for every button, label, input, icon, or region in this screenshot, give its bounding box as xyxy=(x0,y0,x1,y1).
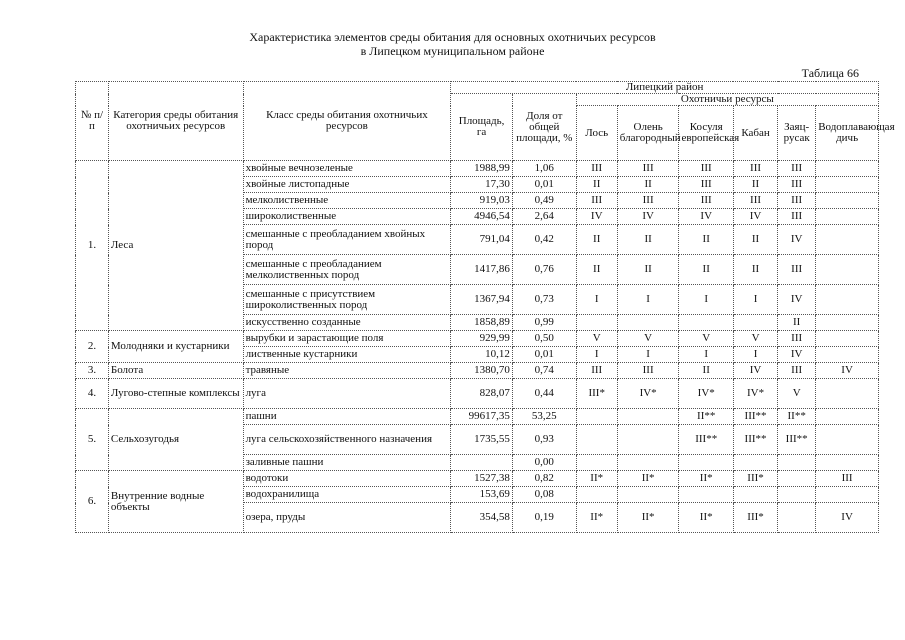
grade-deer: I xyxy=(617,347,679,363)
grade-roe: IV xyxy=(679,209,733,225)
grade-hare: II** xyxy=(778,409,816,425)
grade-hare: II xyxy=(778,315,816,331)
grade-elk: III* xyxy=(576,379,617,409)
grade-deer: IV xyxy=(617,209,679,225)
grade-boar: III** xyxy=(733,425,777,455)
area-value: 1527,38 xyxy=(451,471,513,487)
header-deer: Олень благородный xyxy=(617,106,679,161)
grade-deer: II xyxy=(617,255,679,285)
header-district: Липецкий район xyxy=(451,82,879,94)
grade-elk: II xyxy=(576,255,617,285)
grade-roe: II* xyxy=(679,471,733,487)
grade-deer: I xyxy=(617,285,679,315)
share-value: 0,93 xyxy=(512,425,576,455)
grade-hare xyxy=(778,487,816,503)
header-area: Площадь, га xyxy=(451,94,513,161)
grade-roe: III xyxy=(679,177,733,193)
grade-hare: IV xyxy=(778,347,816,363)
grade-hare: III xyxy=(778,363,816,379)
habitat-class: широколиственные xyxy=(243,209,451,225)
habitat-class: водотоки xyxy=(243,471,451,487)
grade-water xyxy=(816,487,879,503)
table-row xyxy=(76,471,879,487)
grade-boar: IV xyxy=(733,363,777,379)
area-value: 1858,89 xyxy=(451,315,513,331)
grade-deer: IV* xyxy=(617,379,679,409)
row-num: 4. xyxy=(76,379,109,409)
share-value: 0,76 xyxy=(512,255,576,285)
grade-water xyxy=(816,347,879,363)
grade-boar xyxy=(733,487,777,503)
habitat-class: пашни xyxy=(243,409,451,425)
header-share: Доля от общей площади, % xyxy=(512,94,576,161)
area-value: 1735,55 xyxy=(451,425,513,455)
share-value: 0,42 xyxy=(512,225,576,255)
habitat-class: смешанные с присутствием широколиственных пород xyxy=(243,285,451,315)
grade-deer xyxy=(617,315,679,331)
row-category: Внутренние водные объекты xyxy=(108,471,243,533)
row-category: Молодняки и кустарники xyxy=(108,331,243,363)
grade-boar xyxy=(733,315,777,331)
area-value: 791,04 xyxy=(451,225,513,255)
habitat-class: травяные xyxy=(243,363,451,379)
grade-water xyxy=(816,209,879,225)
habitat-class: мелколиственные xyxy=(243,193,451,209)
grade-roe: I xyxy=(679,285,733,315)
area-value: 929,99 xyxy=(451,331,513,347)
share-value: 53,25 xyxy=(512,409,576,425)
area-value: 1367,94 xyxy=(451,285,513,315)
grade-roe: III xyxy=(679,193,733,209)
grade-boar xyxy=(733,455,777,471)
grade-elk: V xyxy=(576,331,617,347)
habitat-class: заливные пашни xyxy=(243,455,451,471)
habitat-class: лиственные кустарники xyxy=(243,347,451,363)
share-value: 0,82 xyxy=(512,471,576,487)
grade-boar: I xyxy=(733,347,777,363)
title-line-1: Характеристика элементов среды обитания для основных охотничьих ресурсов xyxy=(249,30,656,44)
table-row xyxy=(76,161,879,177)
grade-water xyxy=(816,285,879,315)
grade-water xyxy=(816,315,879,331)
grade-elk xyxy=(576,455,617,471)
habitat-class: луга xyxy=(243,379,451,409)
grade-deer xyxy=(617,455,679,471)
grade-water xyxy=(816,455,879,471)
grade-boar: II xyxy=(733,225,777,255)
table-number: Таблица 66 xyxy=(801,66,859,80)
grade-elk: III xyxy=(576,161,617,177)
grade-elk: II xyxy=(576,177,617,193)
grade-elk xyxy=(576,487,617,503)
habitat-class: хвойные вечнозеленые xyxy=(243,161,451,177)
row-category: Лугово-степные комплексы xyxy=(108,379,243,409)
grade-water xyxy=(816,409,879,425)
grade-elk: I xyxy=(576,285,617,315)
share-value: 0,49 xyxy=(512,193,576,209)
grade-hare: III xyxy=(778,177,816,193)
grade-water xyxy=(816,379,879,409)
habitat-class: вырубки и зарастающие поля xyxy=(243,331,451,347)
area-value: 99617,35 xyxy=(451,409,513,425)
grade-elk: II* xyxy=(576,503,617,533)
grade-boar: II xyxy=(733,255,777,285)
area-value: 153,69 xyxy=(451,487,513,503)
grade-elk: II xyxy=(576,225,617,255)
grade-elk xyxy=(576,315,617,331)
grade-elk: I xyxy=(576,347,617,363)
share-value: 0,50 xyxy=(512,331,576,347)
grade-deer xyxy=(617,487,679,503)
grade-roe xyxy=(679,315,733,331)
share-value: 2,64 xyxy=(512,209,576,225)
grade-hare xyxy=(778,455,816,471)
area-value: 4946,54 xyxy=(451,209,513,225)
grade-hare: III xyxy=(778,161,816,177)
grade-roe xyxy=(679,455,733,471)
area-value: 828,07 xyxy=(451,379,513,409)
table-row xyxy=(76,363,879,379)
grade-boar: III* xyxy=(733,471,777,487)
grade-hare: III** xyxy=(778,425,816,455)
share-value: 0,99 xyxy=(512,315,576,331)
row-num: 3. xyxy=(76,363,109,379)
grade-deer: III xyxy=(617,363,679,379)
grade-roe: III xyxy=(679,161,733,177)
document-title xyxy=(0,30,905,58)
area-value: 1988,99 xyxy=(451,161,513,177)
row-num: 2. xyxy=(76,331,109,363)
grade-hare: IV xyxy=(778,225,816,255)
area-value xyxy=(451,455,513,471)
grade-roe: II xyxy=(679,225,733,255)
share-value: 0,74 xyxy=(512,363,576,379)
grade-boar: IV xyxy=(733,209,777,225)
row-num: 1. xyxy=(76,161,109,331)
share-value: 0,01 xyxy=(512,177,576,193)
share-value: 0,08 xyxy=(512,487,576,503)
grade-deer: II xyxy=(617,177,679,193)
grade-deer: II* xyxy=(617,503,679,533)
grade-elk xyxy=(576,409,617,425)
habitat-class: смешанные с преобладанием мелколиственных пород xyxy=(243,255,451,285)
area-value: 354,58 xyxy=(451,503,513,533)
grade-boar: IV* xyxy=(733,379,777,409)
row-category: Леса xyxy=(108,161,243,331)
habitat-class: озера, пруды xyxy=(243,503,451,533)
area-value: 17,30 xyxy=(451,177,513,193)
grade-water xyxy=(816,255,879,285)
share-value: 1,06 xyxy=(512,161,576,177)
grade-deer xyxy=(617,425,679,455)
grade-roe: II xyxy=(679,255,733,285)
share-value: 0,00 xyxy=(512,455,576,471)
grade-roe: II xyxy=(679,363,733,379)
area-value: 1380,70 xyxy=(451,363,513,379)
habitat-class: искусственно созданные xyxy=(243,315,451,331)
table-row xyxy=(76,379,879,409)
grade-hare: III xyxy=(778,193,816,209)
grade-hare: V xyxy=(778,379,816,409)
grade-deer: III xyxy=(617,193,679,209)
table-body xyxy=(76,161,879,533)
habitat-class: водохранилища xyxy=(243,487,451,503)
grade-roe: V xyxy=(679,331,733,347)
grade-deer: II xyxy=(617,225,679,255)
grade-boar: I xyxy=(733,285,777,315)
habitat-class: луга сельскохозяйственного назначения xyxy=(243,425,451,455)
grade-roe: IV* xyxy=(679,379,733,409)
header-elk: Лось xyxy=(576,106,617,161)
table-row xyxy=(76,331,879,347)
grade-water xyxy=(816,193,879,209)
habitat-class: хвойные листопадные xyxy=(243,177,451,193)
grade-elk: IV xyxy=(576,209,617,225)
grade-boar: II xyxy=(733,177,777,193)
grade-hare: IV xyxy=(778,285,816,315)
header-class: Класс среды обитания охотничьих ресурсов xyxy=(243,82,451,161)
header-roe: Косуля европейская xyxy=(679,106,733,161)
area-value: 10,12 xyxy=(451,347,513,363)
area-value: 1417,86 xyxy=(451,255,513,285)
grade-boar: III** xyxy=(733,409,777,425)
grade-hare xyxy=(778,503,816,533)
grade-hare: III xyxy=(778,331,816,347)
grade-water: III xyxy=(816,471,879,487)
grade-boar: III xyxy=(733,193,777,209)
title-line-2: в Липецком муниципальном районе xyxy=(360,44,545,58)
grade-boar: V xyxy=(733,331,777,347)
grade-elk xyxy=(576,425,617,455)
grade-water xyxy=(816,225,879,255)
grade-boar: III* xyxy=(733,503,777,533)
table-row xyxy=(76,409,879,425)
grade-water xyxy=(816,161,879,177)
grade-deer: V xyxy=(617,331,679,347)
share-value: 0,19 xyxy=(512,503,576,533)
grade-roe: II** xyxy=(679,409,733,425)
header-resources: Охотничьи ресурсы xyxy=(576,94,878,106)
header-num: № п/п xyxy=(76,82,109,161)
header-waterfowl: Водоплавающая дичь xyxy=(816,106,879,161)
row-num: 6. xyxy=(76,471,109,533)
header-boar: Кабан xyxy=(733,106,777,161)
grade-boar: III xyxy=(733,161,777,177)
row-num: 5. xyxy=(76,409,109,471)
header-category: Категория среды обитания охотничьих ресурсов xyxy=(108,82,243,161)
row-category: Болота xyxy=(108,363,243,379)
grade-water: IV xyxy=(816,363,879,379)
grade-deer: II* xyxy=(617,471,679,487)
header-hare: Заяц-русак xyxy=(778,106,816,161)
grade-elk: II* xyxy=(576,471,617,487)
grade-water xyxy=(816,331,879,347)
grade-elk: III xyxy=(576,193,617,209)
habitat-table xyxy=(75,81,895,533)
grade-water: IV xyxy=(816,503,879,533)
grade-roe: II* xyxy=(679,503,733,533)
grade-roe: III** xyxy=(679,425,733,455)
grade-hare xyxy=(778,471,816,487)
grade-water xyxy=(816,425,879,455)
grade-deer: III xyxy=(617,161,679,177)
grade-roe: I xyxy=(679,347,733,363)
grade-elk: III xyxy=(576,363,617,379)
share-value: 0,44 xyxy=(512,379,576,409)
grade-roe xyxy=(679,487,733,503)
grade-water xyxy=(816,177,879,193)
share-value: 0,01 xyxy=(512,347,576,363)
row-category: Сельхозугодья xyxy=(108,409,243,471)
share-value: 0,73 xyxy=(512,285,576,315)
grade-hare: III xyxy=(778,255,816,285)
grade-hare: III xyxy=(778,209,816,225)
area-value: 919,03 xyxy=(451,193,513,209)
grade-deer xyxy=(617,409,679,425)
habitat-class: смешанные с преобладанием хвойных пород xyxy=(243,225,451,255)
